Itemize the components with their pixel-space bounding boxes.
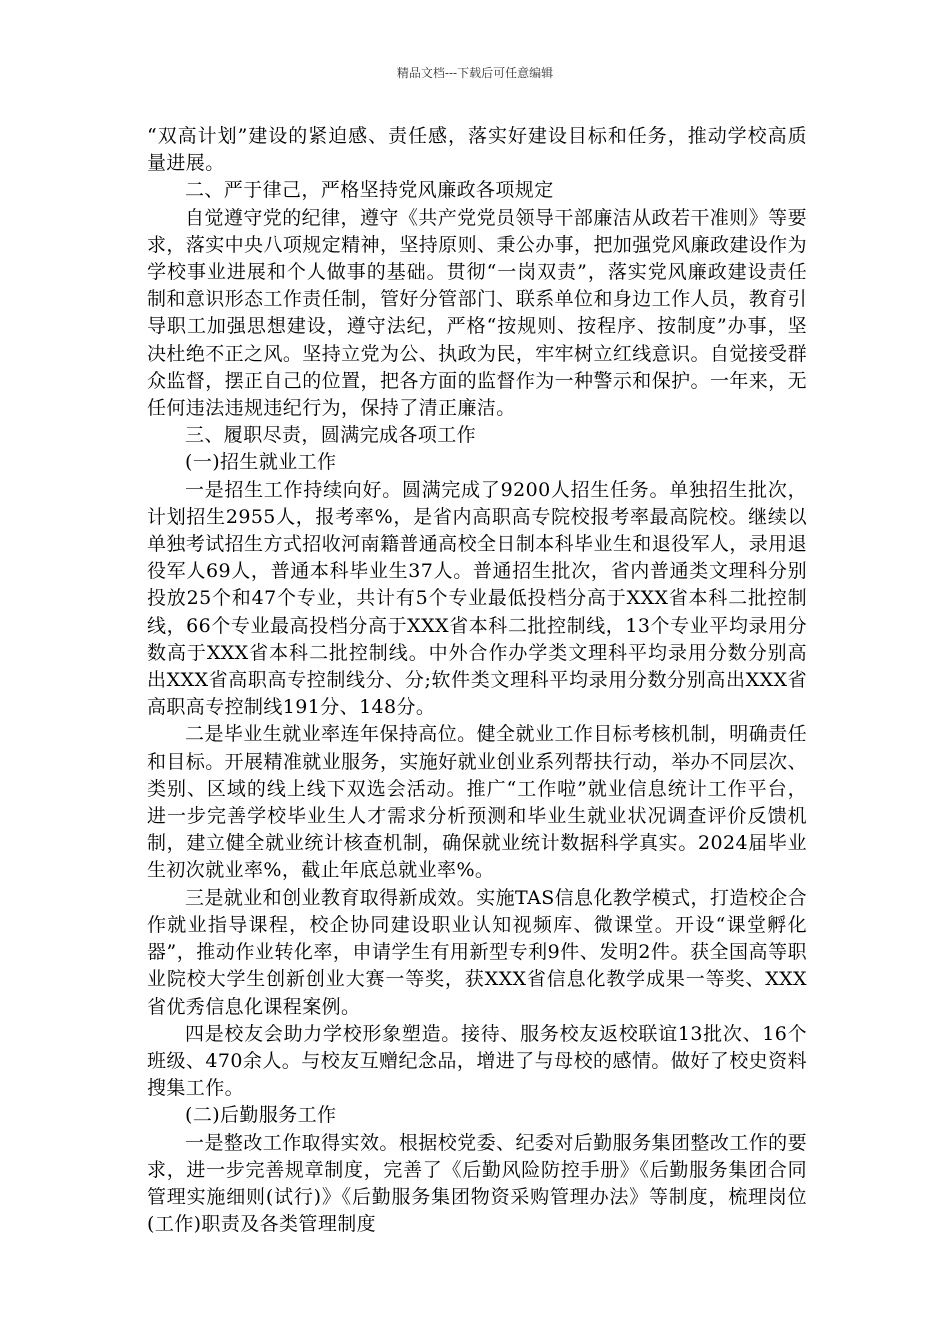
page-header: 精品文档---下载后可任意编辑 <box>396 66 554 80</box>
paragraph-alumni: 四是校友会助力学校形象塑造。接待、服务校友返校联谊13批次、16个班级、470余人。与校友互赠纪念品，增进了与母校的感情。做好了校史资料搜集工作。 <box>147 1022 807 1100</box>
section-heading-2: 二、严于律己，严格坚持党风廉政各项规定 <box>185 179 554 202</box>
paragraph-discipline: 自觉遵守党的纪律，遵守《共产党党员领导干部廉洁从政若干准则》等要求，落实中央八项规定精神，坚持原则、秉公办事，把加强党风廉政建设作为学校事业进展和个人做事的基础。贯彻“一岗双责”，落实党风廉政建设责任制和意识形态工作责任制，管好分管部门、联系单位和身边工作人员，教育引导职工加强思想建设，遵守法纪，严格“按规则、按程序、按制度”办事，坚决杜绝不正之风。坚持立党为公、执政为民，牢牢树立红线意识。自觉接受群众监督，摆正自己的位置，把各方面的监督作为一种警示和保护。一年来，无任何违法违规违纪行为，保持了清正廉洁。 <box>147 206 807 420</box>
paragraph-employment: 二是毕业生就业率连年保持高位。健全就业工作目标考核机制，明确责任和目标。开展精准就业服务，实施好就业创业系列帮扶行动，举办不同层次、类别、区域的线上线下双选会活动。推广“工作啦”就业信息统计工作平台，进一步完善学校毕业生人才需求分析预测和毕业生就业状况调查评价反馈机制，建立健全就业统计核查机制，确保就业统计数据科学真实。2024届毕业生初次就业率%，截止年底总就业率%。 <box>147 723 807 882</box>
paragraph-entrepreneurship: 三是就业和创业教育取得新成效。实施TAS信息化教学模式，打造校企合作就业指导课程，校企协同建设职业认知视频库、微课堂。开设“课堂孵化器”，推动作业转化率，申请学生有用新型专利9件、发明2件。获全国高等职业院校大学生创新创业大赛一等奖，获XXX省信息化教学成果一等奖、XXX省优秀信息化课程案例。 <box>147 886 807 1018</box>
subsection-heading-logistics: (二)后勤服务工作 <box>185 1104 337 1127</box>
paragraph-enrollment: 一是招生工作持续向好。圆满完成了9200人招生任务。单独招生批次，计划招生2955人，报考率%，是省内高职高专院校报考率最高院校。继续以单独考试招生方式招收河南籍普通高校全日制本科毕业生和退役军人，录用退役军人69人，普通本科毕业生37人。普通招生批次，省内普通类文理科分别投放25个和47个专业，共计有5个专业最低投档分高于XXX省本科二批控制线，66个专业最高投档分高于XXX省本科二批控制线，13个专业平均录用分数高于XXX省本科二批控制线。中外合作办学类文理科平均录用分数分别高出XXX省高职高专控制线分、分;软件类文理科平均录用分数分别高出XXX省高职高专控制线191分、148分。 <box>147 478 807 719</box>
subsection-heading-enrollment: (一)招生就业工作 <box>185 451 337 474</box>
paragraph-continuation: “双高计划”建设的紧迫感、责任感，落实好建设目标和任务，推动学校高质量进展。 <box>147 125 807 175</box>
section-heading-3: 三、履职尽责，圆满完成各项工作 <box>185 424 477 447</box>
document-body <box>147 123 807 1238</box>
paragraph-rectification: 一是整改工作取得实效。根据校党委、纪委对后勤服务集团整改工作的要求，进一步完善规章制度，完善了《后勤风险防控手册》《后勤服务集团合同管理实施细则(试行)》《后勤服务集团物资采购管理办法》等制度，梳理岗位(工作)职责及各类管理制度 <box>147 1131 807 1236</box>
